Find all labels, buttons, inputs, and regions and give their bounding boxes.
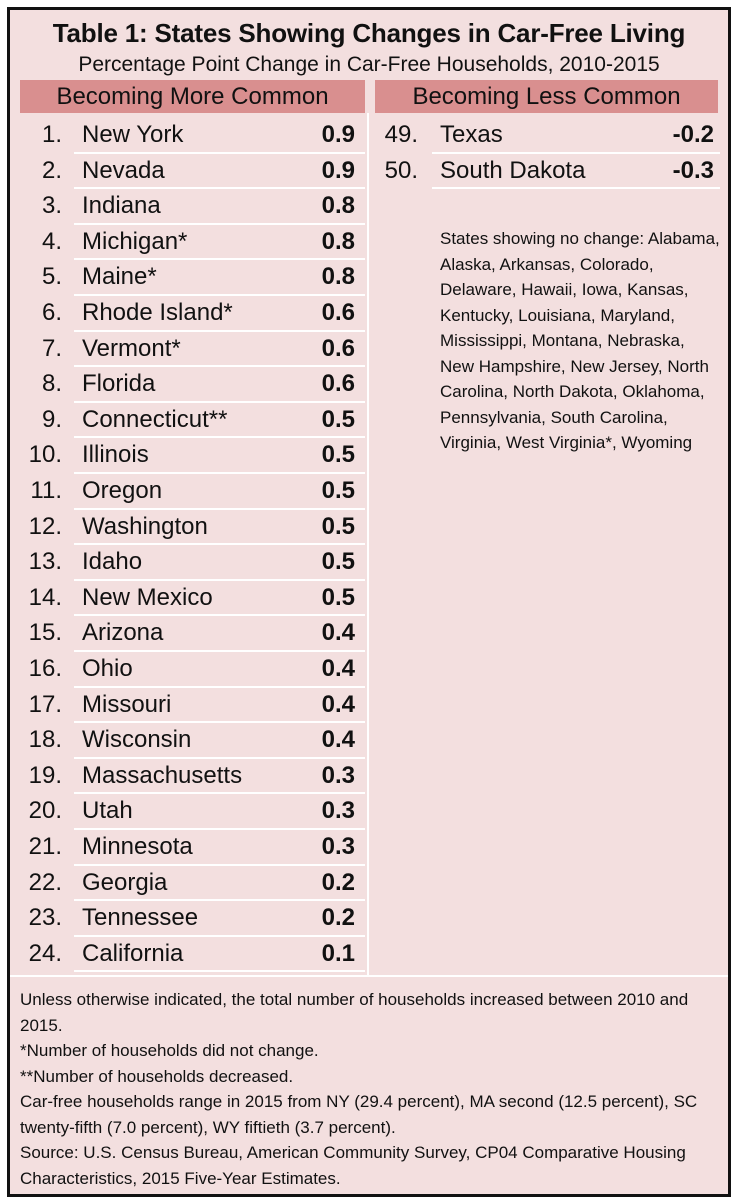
table-row bbox=[370, 153, 720, 188]
row-value: 0.6 bbox=[321, 370, 355, 398]
table-row bbox=[10, 651, 365, 686]
row-rank: 12. bbox=[28, 512, 62, 540]
column-divider bbox=[367, 113, 369, 975]
row-state: Tennessee bbox=[74, 901, 198, 934]
row-state: Utah bbox=[74, 794, 133, 827]
table-title: Table 1: States Showing Changes in Car-Free Living bbox=[52, 18, 686, 48]
row-value: 0.5 bbox=[321, 477, 355, 504]
row-state: South Dakota bbox=[432, 154, 585, 187]
row-state: Arizona bbox=[74, 616, 163, 649]
row-value: 0.9 bbox=[321, 121, 355, 148]
row-value: 0.4 bbox=[321, 655, 355, 682]
table-row bbox=[10, 402, 365, 437]
row-rank: 4. bbox=[41, 227, 62, 255]
row-value: 0.5 bbox=[321, 441, 355, 469]
row-separator bbox=[432, 187, 720, 189]
row-state: Connecticut** bbox=[74, 403, 227, 436]
table-row bbox=[10, 900, 365, 935]
row-state: Michigan* bbox=[74, 225, 187, 258]
row-rank: 19. bbox=[28, 761, 62, 789]
row-value: 0.5 bbox=[321, 512, 355, 540]
row-state: Oregon bbox=[74, 474, 162, 507]
table-row bbox=[10, 117, 365, 152]
row-value: 0.8 bbox=[321, 227, 355, 255]
row-value: 0.9 bbox=[321, 156, 355, 184]
row-state: Ohio bbox=[74, 652, 133, 685]
row-value: 0.3 bbox=[321, 833, 355, 860]
row-rank: 22. bbox=[28, 868, 62, 896]
row-rank: 50. bbox=[384, 156, 418, 184]
row-rank: 49. bbox=[384, 121, 418, 148]
table-row bbox=[10, 153, 365, 188]
row-rank: 24. bbox=[28, 939, 62, 967]
table-row bbox=[10, 758, 365, 793]
row-state: Georgia bbox=[74, 866, 167, 899]
row-state: Massachusetts bbox=[74, 759, 242, 792]
row-state: Vermont* bbox=[74, 332, 181, 365]
row-state: Minnesota bbox=[74, 830, 193, 863]
row-value: 0.1 bbox=[321, 939, 355, 967]
table-row bbox=[10, 366, 365, 401]
table-row bbox=[10, 615, 365, 650]
row-rank: 18. bbox=[28, 726, 62, 754]
table-row bbox=[10, 295, 365, 330]
table-frame bbox=[7, 7, 731, 1197]
row-rank: 8. bbox=[41, 370, 62, 398]
row-rank: 1. bbox=[41, 121, 62, 148]
row-state: Nevada bbox=[74, 154, 165, 187]
footnote-line: Source: U.S. Census Bureau, American Community Survey, CP04 Comparative Housing Characteristics, 2015 Five-Year Estimates. bbox=[20, 1143, 686, 1188]
table-row bbox=[10, 473, 365, 508]
row-rank: 7. bbox=[41, 334, 62, 362]
header-less-common: Becoming Less Common bbox=[375, 80, 718, 113]
row-state: Wisconsin bbox=[74, 723, 191, 756]
row-value: 0.2 bbox=[321, 904, 355, 932]
row-rank: 20. bbox=[28, 797, 62, 825]
row-state: Rhode Island* bbox=[74, 296, 233, 329]
row-rank: 2. bbox=[41, 156, 62, 184]
row-rank: 23. bbox=[28, 904, 62, 932]
table-row bbox=[10, 224, 365, 259]
table-row bbox=[10, 437, 365, 472]
row-value: 0.6 bbox=[321, 334, 355, 362]
table-row bbox=[10, 722, 365, 757]
row-rank: 15. bbox=[28, 619, 62, 647]
row-value: 0.4 bbox=[321, 726, 355, 754]
row-state: Florida bbox=[74, 367, 155, 400]
table-row bbox=[10, 580, 365, 615]
row-state: New Mexico bbox=[74, 581, 213, 614]
footnote-line: Car-free households range in 2015 from NY (29.4 percent), MA second (12.5 percent), SC twenty-fifth (7.0 percent), WY fiftieth (3.7 percent). bbox=[20, 1092, 698, 1137]
row-state: Washington bbox=[74, 510, 208, 543]
row-state: Texas bbox=[432, 118, 503, 151]
footnotes bbox=[20, 987, 720, 1191]
row-value: 0.3 bbox=[321, 797, 355, 825]
table-row bbox=[10, 829, 365, 864]
table-row bbox=[10, 259, 365, 294]
row-value: 0.5 bbox=[321, 548, 355, 576]
row-value: 0.5 bbox=[321, 405, 355, 433]
row-rank: 5. bbox=[41, 263, 62, 291]
no-change-list: States showing no change: Alabama, Alaska, Arkansas, Colorado, Delaware, Hawaii, Iowa, Kansas, Kentucky, Louisiana, Maryland, Mississippi, Montana, Nebraska, New Hampshire, New Jersey, North Carolina, North Dakota, Oklahoma, Pennsylvania, South Carolina, Virginia, West Virginia*, Wyoming bbox=[440, 229, 720, 452]
row-state: California bbox=[74, 937, 183, 970]
row-rank: 21. bbox=[28, 833, 62, 860]
table-row bbox=[10, 188, 365, 223]
row-rank: 3. bbox=[41, 192, 62, 220]
row-value: -0.3 bbox=[672, 156, 714, 184]
table-row bbox=[10, 544, 365, 579]
row-rank: 6. bbox=[41, 299, 62, 326]
header-more-common: Becoming More Common bbox=[20, 80, 365, 113]
row-rank: 16. bbox=[28, 655, 62, 682]
row-state: Illinois bbox=[74, 438, 149, 471]
row-state: Idaho bbox=[74, 545, 142, 578]
table-row bbox=[10, 331, 365, 366]
footnote-line: **Number of households decreased. bbox=[20, 1066, 294, 1086]
table-row bbox=[10, 509, 365, 544]
row-rank: 11. bbox=[30, 477, 62, 504]
row-value: 0.6 bbox=[321, 299, 355, 326]
row-value: -0.2 bbox=[672, 121, 714, 148]
row-value: 0.8 bbox=[321, 192, 355, 220]
row-value: 0.4 bbox=[321, 619, 355, 647]
table-row bbox=[10, 687, 365, 722]
table-row bbox=[10, 793, 365, 828]
row-rank: 14. bbox=[28, 583, 62, 611]
table-row bbox=[370, 117, 720, 152]
row-rank: 10. bbox=[28, 441, 62, 469]
row-state: New York bbox=[74, 118, 183, 151]
table-row bbox=[10, 865, 365, 900]
row-state: Indiana bbox=[74, 189, 161, 222]
row-value: 0.5 bbox=[321, 583, 355, 611]
row-value: 0.3 bbox=[321, 761, 355, 789]
table-row bbox=[10, 936, 365, 971]
row-value: 0.4 bbox=[321, 690, 355, 718]
row-separator bbox=[74, 970, 365, 972]
notes-divider bbox=[10, 975, 728, 977]
row-rank: 13. bbox=[28, 548, 62, 576]
footnote-line: *Number of households did not change. bbox=[20, 1041, 319, 1060]
row-state: Missouri bbox=[74, 688, 171, 721]
row-value: 0.2 bbox=[321, 868, 355, 896]
footnote-line: Unless otherwise indicated, the total number of households increased between 2010 and 2015. bbox=[20, 990, 689, 1035]
table-subtitle: Percentage Point Change in Car-Free Households, 2010-2015 bbox=[78, 53, 660, 76]
row-value: 0.8 bbox=[321, 263, 355, 291]
row-state: Maine* bbox=[74, 260, 157, 293]
row-rank: 17. bbox=[28, 690, 62, 718]
row-rank: 9. bbox=[41, 405, 62, 433]
